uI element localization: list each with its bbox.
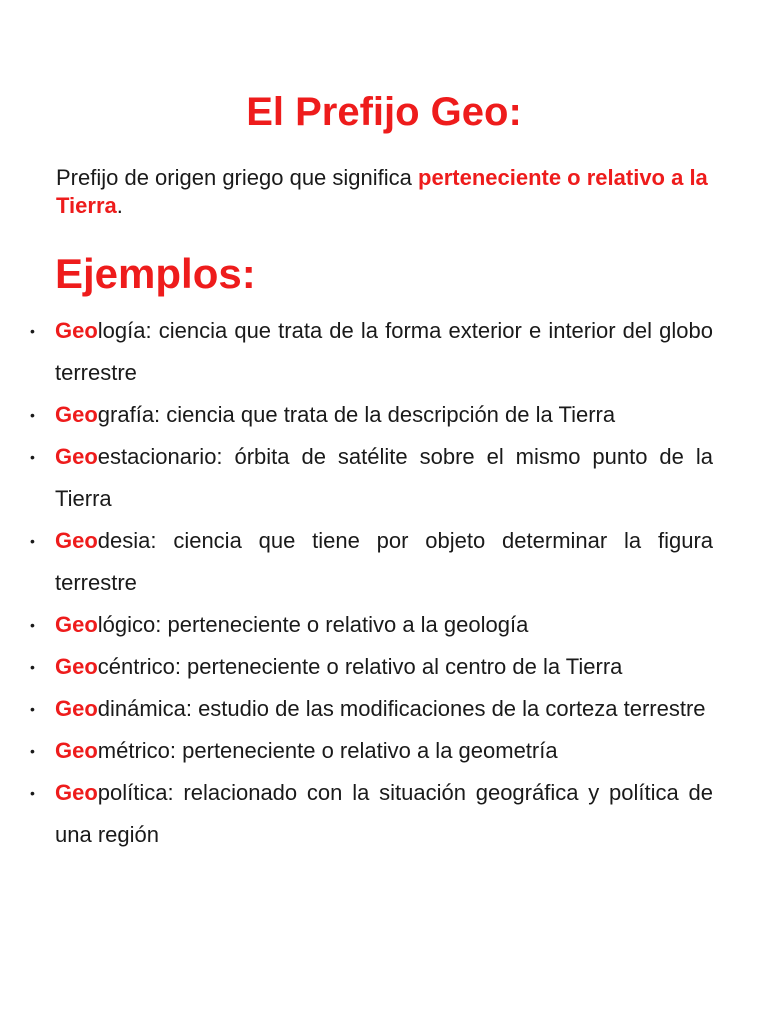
item-text: grafía: ciencia que trata de la descripción de la Tierra [97, 402, 616, 427]
item-text: política: relacionado con la situación geográfica y política de una región [55, 780, 713, 847]
item-prefix: Geo [55, 696, 98, 721]
bullet-icon: • [30, 701, 35, 717]
item-text: estacionario: órbita de satélite sobre el mismo punto de la Tierra [55, 444, 713, 511]
bullet-icon: • [30, 533, 35, 549]
item-prefix: Geo [55, 528, 98, 553]
item-text: lógico: perteneciente o relativo a la geología [97, 612, 529, 637]
item-text: desia: ciencia que tiene por objeto determinar la figura terrestre [55, 528, 713, 595]
intro-end: . [116, 193, 123, 218]
examples-heading: Ejemplos: [55, 250, 256, 297]
bullet-icon: • [30, 323, 35, 339]
item-prefix: Geo [55, 738, 98, 763]
list-item [0, 310, 713, 394]
list-item [0, 394, 713, 436]
list-item [0, 646, 713, 688]
bullet-icon: • [30, 659, 35, 675]
intro-paragraph [56, 164, 716, 220]
item-prefix: Geo [55, 402, 98, 427]
item-text: métrico: perteneciente o relativo a la geometría [97, 738, 558, 763]
bullet-icon: • [30, 785, 35, 801]
list-item [0, 772, 713, 856]
item-prefix: Geo [55, 444, 98, 469]
intro-highlight: perteneciente o relativo a la Tierra [56, 165, 708, 218]
list-item [0, 520, 713, 604]
item-prefix: Geo [55, 780, 98, 805]
list-item [0, 604, 713, 646]
page-title: El Prefijo Geo: [246, 90, 522, 134]
item-prefix: Geo [55, 612, 98, 637]
list-item [0, 688, 713, 730]
bullet-icon: • [30, 449, 35, 465]
bullet-icon: • [30, 617, 35, 633]
item-prefix: Geo [55, 654, 98, 679]
examples-list [0, 310, 768, 856]
item-text: dinámica: estudio de las modificaciones de la corteza terrestre [97, 696, 706, 721]
list-item [0, 436, 713, 520]
intro-text: Prefijo de origen griego que significa [56, 165, 419, 190]
bullet-icon: • [30, 743, 35, 759]
bullet-icon: • [30, 407, 35, 423]
item-text: logía: ciencia que trata de la forma exterior e interior del globo terrestre [55, 318, 713, 385]
item-prefix: Geo [55, 318, 98, 343]
list-item [0, 730, 713, 772]
item-text: céntrico: perteneciente o relativo al centro de la Tierra [97, 654, 623, 679]
